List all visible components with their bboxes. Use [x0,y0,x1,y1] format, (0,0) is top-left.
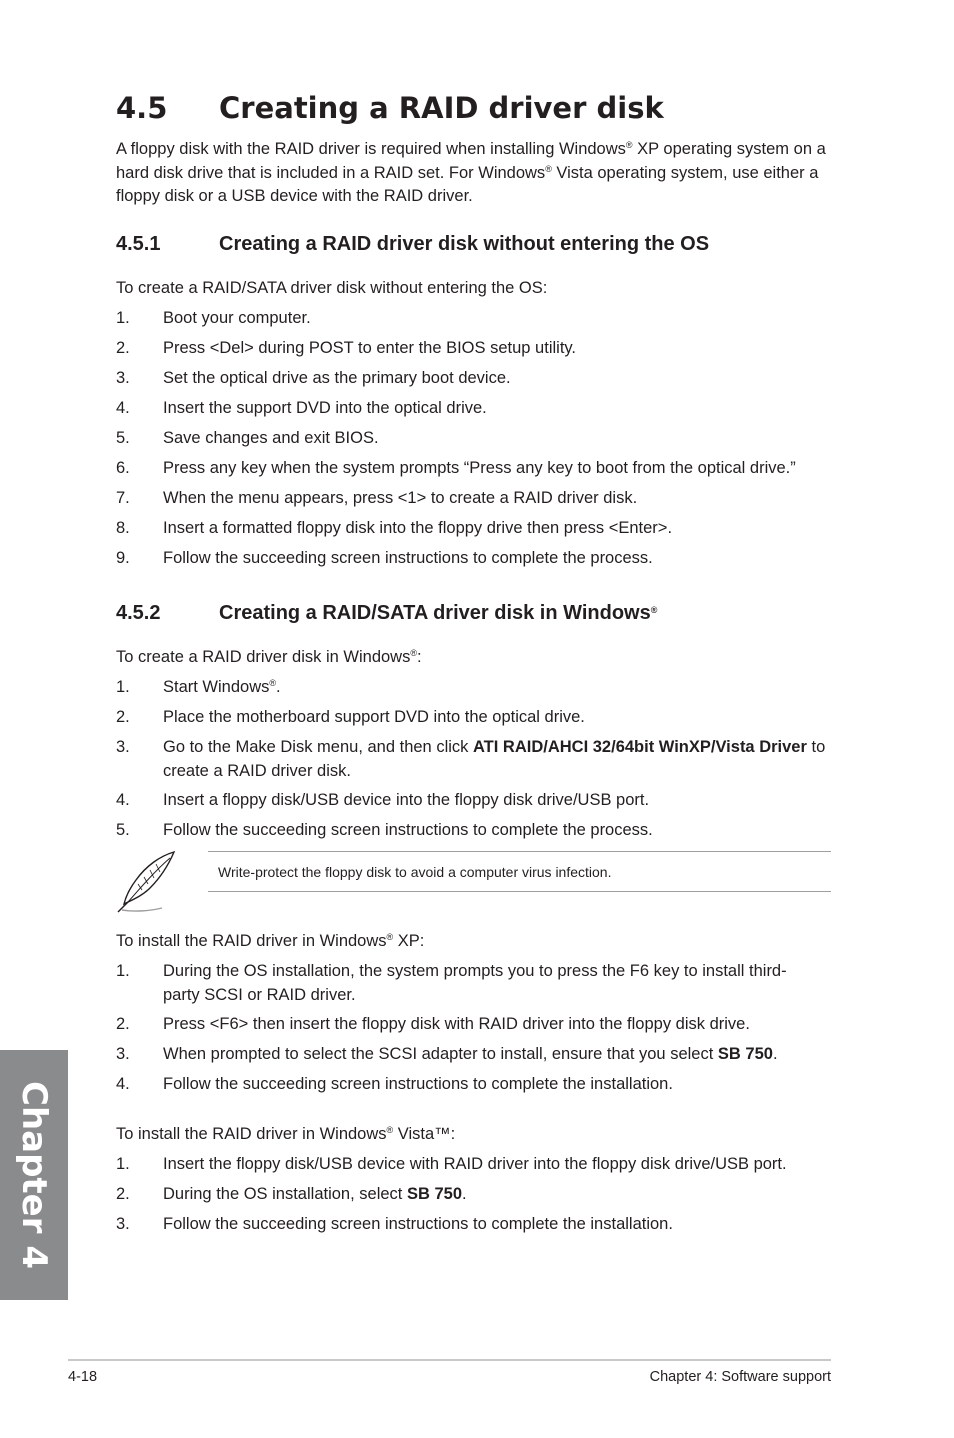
list-number: 4. [116,791,130,809]
list-number: 3. [116,1215,130,1233]
list-text: Follow the succeeding screen instructions to complete the process. [163,549,653,567]
list-text-end: . [276,678,281,696]
list-text-post: . [772,1045,778,1063]
list-number: 6. [116,459,130,477]
list-number: 2. [116,708,130,726]
adapter-name: SB 750 [406,1185,463,1203]
registered-mark: ® [545,163,552,174]
list-text: During the OS installation, the system prompts you to press the F6 key to install third-party SCSI or RAID driver. [163,962,787,1004]
list-text-main: Start Windows [163,678,270,696]
list-item [116,487,836,511]
list-text: Insert the support DVD into the optical drive. [163,399,487,417]
page-number: 4-18 [68,1369,98,1385]
list-text [163,736,836,783]
note-text: Write-protect the floppy disk to avoid a computer virus infection. [218,864,612,880]
list-item [116,819,836,843]
list-text: Follow the succeeding screen instructions to complete the installation. [163,1075,673,1093]
registered-mark: ® [386,1125,394,1135]
list-text [163,1183,836,1207]
registered-mark: ® [650,605,658,615]
list-number: 1. [116,962,130,980]
footer-chapter-title: Chapter 4: Software support [649,1369,831,1385]
subsection-number: 4.5.1 [116,233,161,255]
list-item [116,676,836,700]
section-title-text: Creating a RAID driver disk [219,91,664,125]
list-text: Follow the succeeding screen instructions to complete the installation. [163,1215,673,1233]
intro-text-2: XP operating system on a hard disk drive that is included in a RAID set. For Windows [116,140,826,182]
list-item [116,1043,836,1067]
list-text [163,676,836,700]
list-number: 4. [116,399,130,417]
list-item [116,547,836,571]
list-item [116,789,836,813]
list-number: 5. [116,429,130,447]
list-text: Place the motherboard support DVD into the optical drive. [163,708,585,726]
subsection-title-text: Creating a RAID/SATA driver disk in Windows [219,602,651,624]
list-text-pre: During the OS installation, select [163,1185,407,1203]
registered-mark: ® [269,678,277,688]
lead-text: To install the RAID driver in Windows [116,1125,387,1143]
list-item [116,367,836,391]
list-number: 9. [116,549,130,567]
list-item [116,1013,836,1037]
section-intro [116,138,836,209]
list-text [163,1043,836,1067]
list-item [116,517,836,541]
list-item [116,457,836,481]
driver-name: ATI RAID/AHCI 32/64bit WinXP/Vista Driver [472,738,807,756]
list-text-pre: When prompted to select the SCSI adapter to install, ensure that you select [163,1045,718,1063]
list-text: When the menu appears, press <1> to create a RAID driver disk. [163,489,638,507]
list-item [116,1153,836,1177]
list-text: Save changes and exit BIOS. [163,429,379,447]
list-number: 1. [116,1155,130,1173]
list-number: 2. [116,1015,130,1033]
list-text: Press <Del> during POST to enter the BIOS setup utility. [163,339,577,357]
list-item [116,337,836,361]
section-title [116,88,664,128]
vista-lead [116,1123,836,1147]
list-number: 7. [116,489,130,507]
note-box [116,850,831,914]
sub1-lead: To create a RAID/SATA driver disk without entering the OS: [116,279,548,297]
chapter-tab [0,1050,68,1300]
chapter-tab-label: Chapter 4 [14,1080,54,1270]
subsection-title-4-5-2 [116,600,657,626]
registered-mark: ® [386,932,394,942]
feather-quill-icon [116,850,178,914]
list-number: 1. [116,678,130,696]
section-number: 4.5 [116,91,168,125]
list-number: 1. [116,309,130,327]
lead-text: To install the RAID driver in Windows [116,932,387,950]
list-text: Insert a formatted floppy disk into the floppy drive then press <Enter>. [163,519,673,537]
list-text: Insert a floppy disk/USB device into the floppy disk drive/USB port. [163,791,650,809]
list-text: Set the optical drive as the primary boot device. [163,369,511,387]
list-number: 3. [116,369,130,387]
xp-lead [116,930,836,954]
subsection-title-4-5-1 [116,231,709,257]
list-item [116,1073,836,1097]
list-item [116,706,836,730]
subsection-number: 4.5.2 [116,602,161,624]
list-item [116,1213,836,1237]
list-item [116,397,836,421]
adapter-name: SB 750 [717,1045,773,1063]
list-number: 2. [116,1185,130,1203]
registered-mark: ® [625,140,633,150]
subsection-title-text: Creating a RAID driver disk without entering the OS [219,233,710,255]
list-number: 8. [116,519,130,537]
list-text: Follow the succeeding screen instructions to complete the process. [163,821,653,839]
footer-rule [68,1359,831,1361]
list-text-post: to create a RAID driver disk. [163,738,826,780]
list-number: 3. [116,1045,130,1063]
list-number: 5. [116,821,130,839]
list-text-post: . [462,1185,467,1203]
list-number: 2. [116,339,130,357]
list-item [116,1183,836,1207]
list-text: Insert the floppy disk/USB device with RAID driver into the floppy disk drive/USB port. [163,1155,787,1173]
intro-text-3: Vista operating system, use either a floppy disk or a USB device with the RAID driver. [116,163,819,205]
list-number: 3. [116,738,130,756]
note-rule-bottom [208,891,831,892]
list-item [116,736,836,783]
registered-mark: ® [410,648,417,658]
note-rule-top [208,851,831,852]
lead-text: To create a RAID driver disk in Windows [116,648,411,666]
list-text: Press any key when the system prompts “Press any key to boot from the optical drive.” [163,459,796,477]
list-text: Press <F6> then insert the floppy disk with RAID driver into the floppy disk drive. [163,1015,750,1033]
list-text-pre: Go to the Make Disk menu, and then click [163,738,473,756]
list-item [116,960,836,1007]
list-text: Boot your computer. [163,309,311,327]
lead-end: XP: [393,932,425,950]
lead-end: : [417,648,422,666]
intro-text-1: A floppy disk with the RAID driver is required when installing Windows [116,140,626,158]
list-item [116,427,836,451]
lead-end: Vista™: [393,1125,456,1143]
sub2-lead [116,646,836,670]
list-item [116,307,836,331]
list-number: 4. [116,1075,130,1093]
